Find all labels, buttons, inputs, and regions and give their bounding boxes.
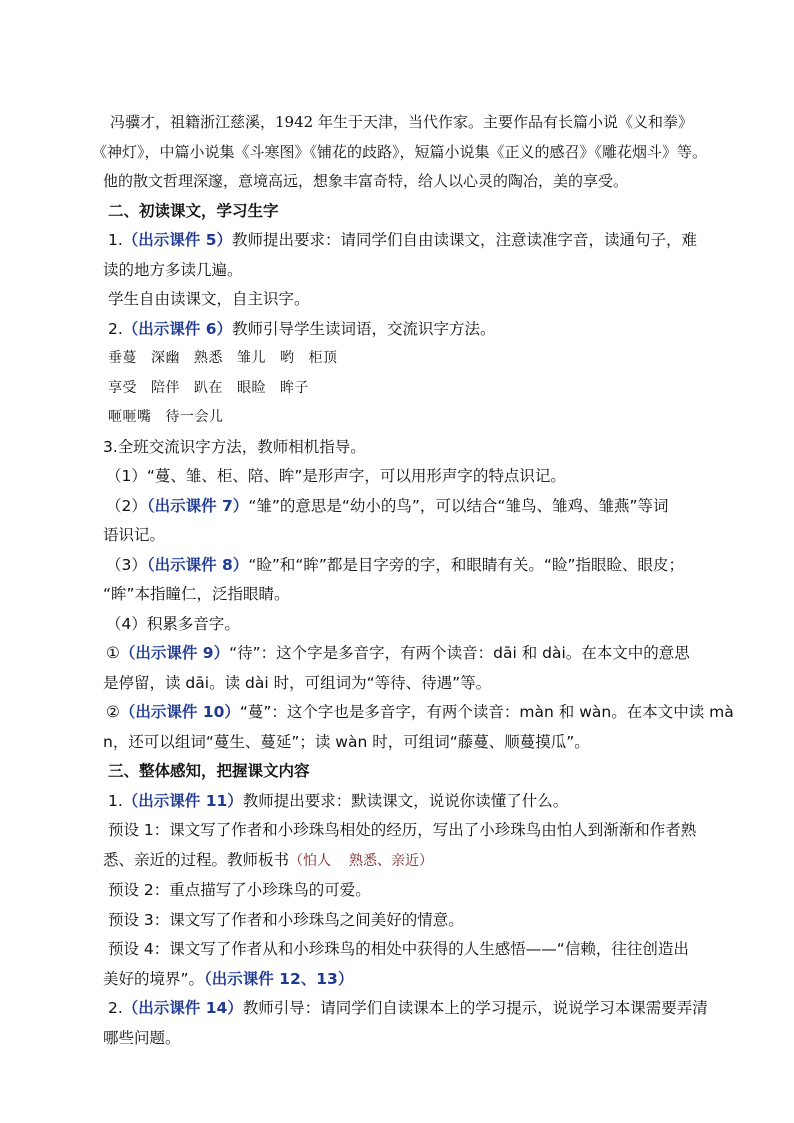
sec3-preset-2: 预设 2：重点描写了小珍珠鸟的可爱。	[108, 881, 371, 899]
sec3-item-2-cont: 哪些问题。	[103, 1028, 181, 1047]
word: 陪伴	[151, 379, 180, 396]
courseware-cue: （出示课件 14）	[122, 999, 243, 1017]
sec2-item-1-note: 学生自由读课文，自主识字。	[108, 290, 310, 308]
item-number: 1.	[108, 791, 123, 810]
word: 熟悉	[194, 350, 223, 366]
section-3-heading: 三、整体感知，把握课文内容	[108, 762, 310, 780]
word: 柜顶	[308, 350, 338, 366]
word-list-3	[106, 403, 726, 433]
item-text: 教师提出要求：默读课文，说说你读懂了什么。	[242, 791, 569, 810]
board-note: 熟悉、亲近）	[349, 852, 434, 869]
sec2-circled-1	[106, 639, 726, 669]
sec2-item-1-cont: 读的地方多读几遍。	[103, 260, 243, 279]
courseware-cue: （出示课件 8）	[146, 555, 249, 574]
circled-text: “蔓”：这个字也是多音字，有两个读音：màn 和 wàn。在本文中读 mà	[239, 703, 734, 721]
sec3-preset-1: 预设 1：课文写了作者和小珍珠鸟相处的经历，写出了小珍珠鸟由怕人到渐渐和作者熟	[108, 821, 697, 839]
circled-number: ①	[106, 644, 120, 662]
document-body	[92, 108, 734, 1053]
word: 眼睑	[237, 379, 266, 396]
word-list-2	[106, 374, 726, 404]
board-note: （怕人	[289, 852, 332, 869]
sec3-preset-4-cont	[103, 965, 726, 995]
sec3-item-2	[106, 994, 726, 1024]
intro-line-1: 冯骥才，祖籍浙江慈溪，1942 年生于天津，当代作家。主要作品有长篇小说《义和拳》	[110, 113, 693, 131]
sec2-circled-1-cont: 是停留，读 dāi。读 dài 时，可组词为“等待、待遇”等。	[103, 673, 492, 692]
sec2-sub-3-cont: “眸”本指瞳仁，泛指眼睛。	[103, 585, 290, 603]
courseware-cue: （出示课件 6）	[122, 319, 232, 338]
word: 眸子	[280, 379, 309, 396]
item-number: 2.	[108, 319, 123, 338]
preset-text: 悉、亲近的过程。教师板书	[103, 850, 290, 869]
item-number: 1.	[108, 231, 123, 249]
sec3-preset-1-cont	[103, 846, 726, 877]
item-text: 教师引导：请同学们自读课本上的学习提示，说说学习本课需要弄清	[242, 999, 708, 1017]
sub-number: （2）	[106, 496, 147, 515]
courseware-cue: （出示课件 10）	[119, 703, 240, 721]
word: 趴在	[194, 379, 223, 396]
sec3-preset-4: 预设 4：课文写了作者从和小珍珠鸟的相处中获得的人生感悟——“信赖，往往创造出	[108, 940, 689, 958]
item-number: 2.	[108, 999, 123, 1017]
word: 享受	[108, 379, 137, 396]
word: 垂蔓	[108, 350, 137, 366]
sec2-item-3: 3.全班交流识字方法，教师相机指导。	[103, 437, 366, 456]
circled-number: ②	[106, 703, 120, 721]
sec2-circled-2	[106, 698, 734, 728]
word: 深幽	[151, 350, 180, 366]
sub-text: “雏”的意思是“幼小的鸟”，可以结合“雏鸟、雏鸡、雏燕”等词	[248, 496, 669, 515]
section-2-heading: 二、初读课文，学习生字	[108, 201, 279, 220]
sec2-sub-3	[106, 551, 726, 581]
courseware-cue: （出示课件 7）	[146, 496, 249, 515]
item-text: 教师提出要求：请同学们自由读课文，注意读准字音，读通句子，难	[231, 231, 697, 249]
sub-number: （3）	[106, 555, 147, 574]
word: 待一会儿	[165, 409, 224, 425]
sec3-preset-3: 预设 3：课文写了作者和小珍珠鸟之间美好的情意。	[108, 910, 464, 929]
item-text: 教师引导学生读词语，交流识字方法。	[231, 319, 496, 338]
sec2-sub-2	[106, 492, 726, 522]
sec3-item-1	[106, 787, 726, 817]
word-list-1	[106, 344, 726, 374]
sec2-sub-1: （1）“蔓、雏、柜、陪、眸”是形声字，可以用形声字的特点识记。	[106, 467, 566, 485]
sec2-circled-2-cont: n，还可以组词“蔓生、蔓延”；读 wàn 时，可组词“藤蔓、顺蔓摸瓜”。	[103, 732, 590, 751]
preset-text: 美好的境界”。	[103, 969, 205, 988]
intro-line-2: 《神灯》，中篇小说集《斗寒图》《铺花的歧路》，短篇小说集《正义的感召》《雕花烟斗》等。	[92, 142, 708, 161]
courseware-cue: （出示课件 5）	[122, 231, 232, 249]
courseware-cue: （出示课件 12、13）	[204, 969, 354, 988]
sub-text: “睑”和“眸”都是目字旁的字，和眼睛有关。“睑”指眼睑、眼皮；	[248, 555, 684, 574]
sec2-sub-4: （4）积累多音字。	[106, 614, 240, 633]
courseware-cue: （出示课件 9）	[119, 644, 230, 662]
intro-line-3: 他的散文哲理深邃，意境高远，想象丰富奇特，给人以心灵的陶冶，美的享受。	[103, 172, 629, 190]
word: 咂咂嘴	[108, 409, 152, 425]
courseware-cue: （出示课件 11）	[122, 791, 243, 810]
circled-text: “待”：这个字是多音字，有两个读音：dāi 和 dài。在本文中的意思	[229, 644, 690, 662]
sec2-sub-2-cont: 语识记。	[103, 526, 166, 544]
sec2-item-1	[106, 226, 726, 256]
word: 哟	[280, 350, 295, 366]
word: 雏儿	[237, 350, 266, 366]
sec2-item-2	[106, 315, 726, 345]
